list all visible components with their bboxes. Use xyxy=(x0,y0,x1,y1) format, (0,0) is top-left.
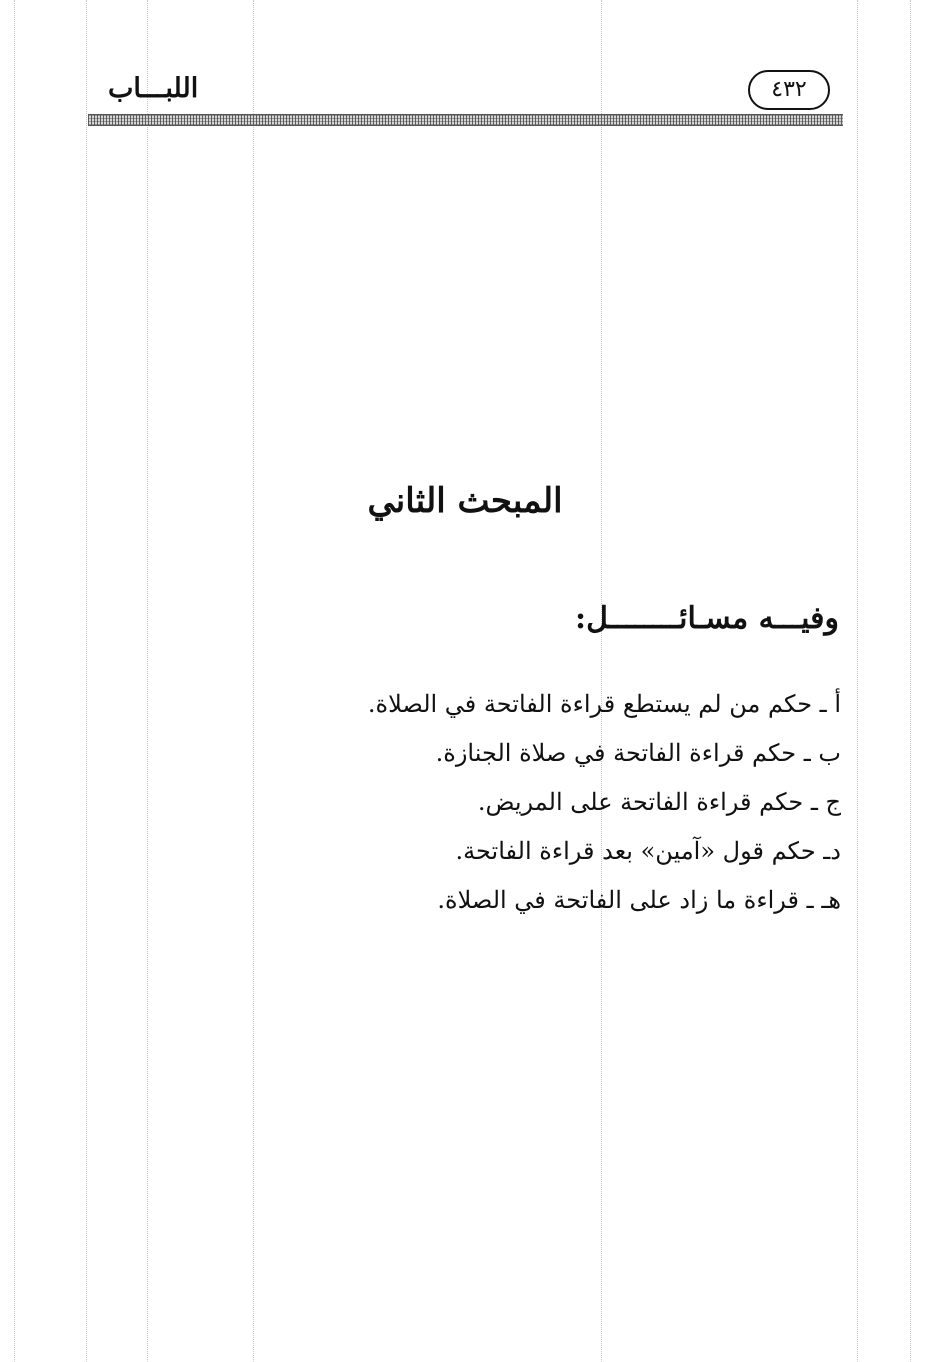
section-intro: وفيـــه مسـائــــــــل: xyxy=(575,601,839,636)
list-item: هـ ـ قراءة ما زاد على الفاتحة في الصلاة. xyxy=(437,886,841,914)
list-item: ب ـ حكم قراءة الفاتحة في صلاة الجنازة. xyxy=(435,739,841,767)
running-title: اللبـــاب xyxy=(108,73,199,104)
scan-artifact-line xyxy=(147,0,148,1362)
scan-artifact-line xyxy=(86,0,87,1362)
list-item: أ ـ حكم من لم يستطع قراءة الفاتحة في الصلاة. xyxy=(367,690,841,718)
list-item: ج ـ حكم قراءة الفاتحة على المريض. xyxy=(477,788,841,816)
header-rule xyxy=(88,114,843,126)
scan-artifact-line xyxy=(910,0,911,1362)
scan-artifact-line xyxy=(857,0,858,1362)
page-header xyxy=(88,66,843,128)
issues-list xyxy=(281,682,841,927)
scan-artifact-line xyxy=(601,0,602,1362)
scan-artifact-line xyxy=(253,0,254,1362)
scan-artifact-line xyxy=(14,0,15,1362)
page-number: ٤٣٢ xyxy=(748,70,830,110)
section-title: المبحث الثاني xyxy=(367,481,563,521)
list-item: دـ حكم قول «آمين» بعد قراءة الفاتحة. xyxy=(455,837,841,865)
